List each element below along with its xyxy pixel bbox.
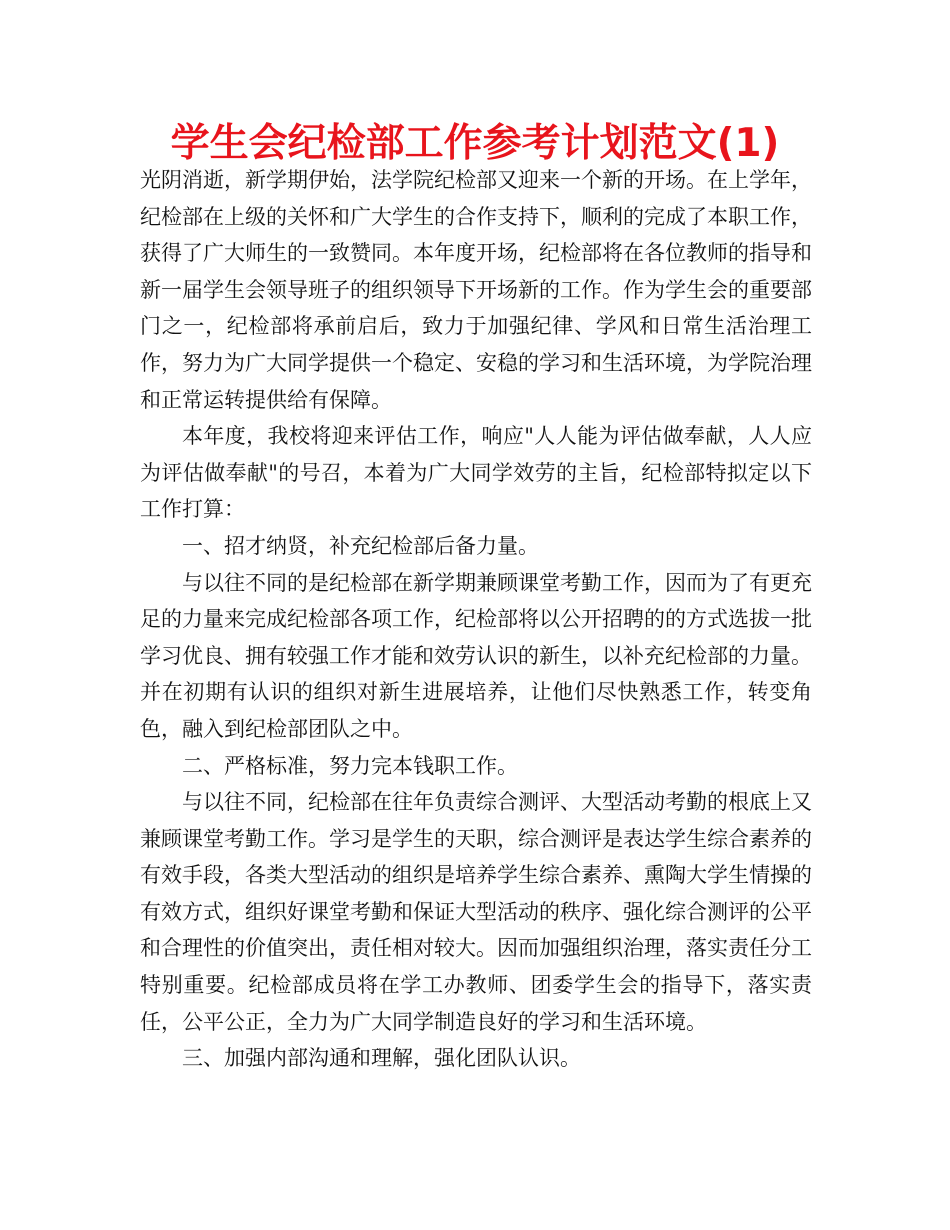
section-heading-2: 二、严格标准，努力完本钱职工作。 — [182, 753, 518, 778]
document-title: 学生会纪检部工作参考计划范文(1) — [170, 121, 780, 166]
section-heading-1: 一、招才纳贤，补充纪检部后备力量。 — [182, 533, 539, 558]
section-heading-3: 三、加强内部沟通和理解，强化团队认识。 — [182, 1046, 581, 1071]
paragraph-section-2: 与以往不同，纪检部在往年负责综合测评、大型活动考勤的根底上又兼顾课堂考勤工作。学习是学生的天职，综合测评是表达学生综合素养的有效手段，各类大型活动的组织是培养学生综合素养、熏陶大学生情操的有效方式，组织好课堂考勤和保证大型活动的秩序、强化综合测评的公平和合理性的价值突出，责任相对较大。因而加强组织治理，落实责任分工特别重要。纪检部成员将在学工办教师、团委学生会的指导下，落实责任，公平公正，全力为广大同学制造良好的学习和生活环境。 — [140, 790, 812, 1034]
document-body — [140, 162, 812, 1077]
paragraph-section-1: 与以往不同的是纪检部在新学期兼顾课堂考勤工作，因而为了有更充足的力量来完成纪检部各项工作，纪检部将以公开招聘的的方式选拔一批学习优良、拥有较强工作才能和效劳认识的新生，以补充纪检部的力量。并在初期有认识的组织对新生进展培养，让他们尽快熟悉工作，转变角色，融入到纪检部团队之中。 — [140, 570, 812, 741]
paragraph-evaluation: 本年度，我校将迎来评估工作，响应"人人能为评估做奉献，人人应为评估做奉献"的号召，本着为广大同学效劳的主旨，纪检部特拟定以下工作打算： — [140, 424, 812, 522]
paragraph-intro: 光阴消逝，新学期伊始，法学院纪检部又迎来一个新的开场。在上学年，纪检部在上级的关怀和广大学生的合作支持下，顺利的完成了本职工作，获得了广大师生的一致赞同。本年度开场，纪检部将在各位教师的指导和新一届学生会领导班子的组织领导下开场新的工作。作为学生会的重要部门之一，纪检部将承前启后，致力于加强纪律、学风和日常生活治理工作，努力为广大同学提供一个稳定、安稳的学习和生活环境，为学院治理和正常运转提供给有保障。 — [140, 168, 812, 412]
